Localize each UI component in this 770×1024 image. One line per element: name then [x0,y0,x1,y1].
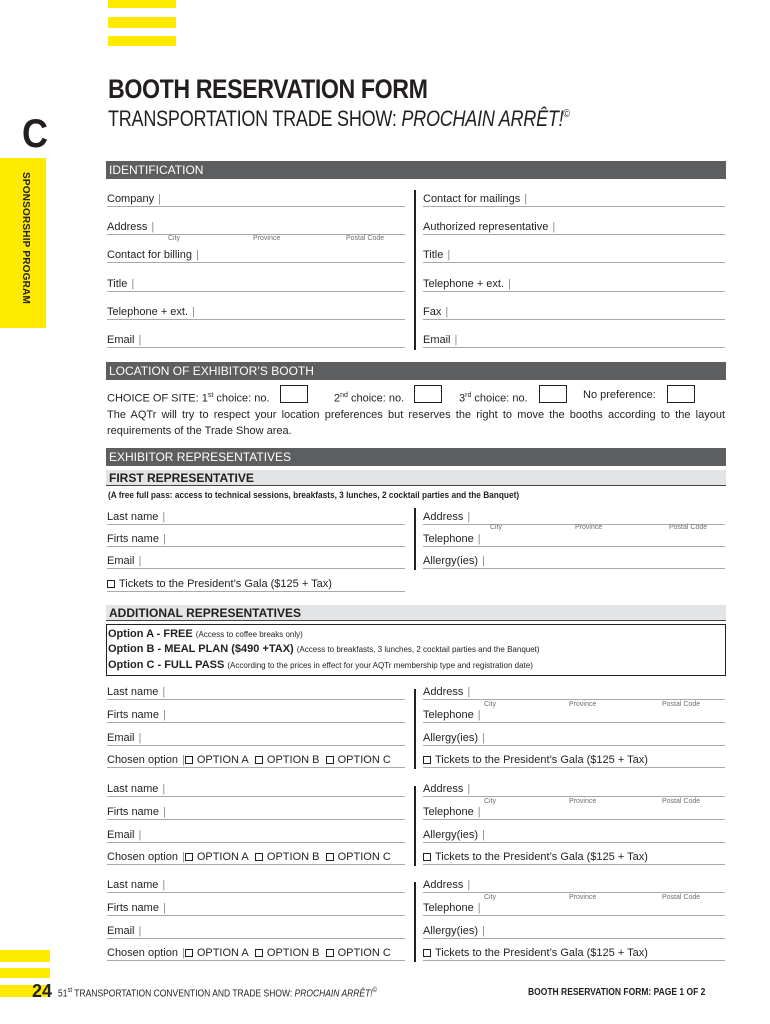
ident-right-field-5[interactable] [423,334,725,348]
additional-rep-1-gala-checkbox[interactable]: Tickets to the President’s Gala ($125 + Tax) [423,754,725,768]
ident-left-field-3-label: Title [107,278,128,290]
field-separator: | [138,334,142,346]
additional-rep-1-right-field-0-label: Address [423,686,464,698]
field-separator: | [162,902,166,914]
choice-1-label: CHOICE OF SITE: 1st choice: no. [107,392,270,405]
field-separator: | [477,902,481,914]
option-b-checkbox[interactable]: OPTION B [255,754,320,766]
additional-rep-3-left-field-1[interactable] [107,902,405,916]
additional-rep-1-left-field-2-label: Email [107,732,135,744]
ident-right-field-4[interactable] [423,306,725,320]
ident-left-field-4-label: Telephone + ext. [107,306,189,318]
ident-right-field-4-label: Fax [423,306,442,318]
location-header: LOCATION OF EXHIBITOR’S BOOTH [106,362,726,380]
ident-right-field-2[interactable] [423,249,725,263]
additional-rep-3-left-field-1-label: Firts name [107,902,159,914]
additional-rep-divider [414,689,416,769]
field-separator: | [524,193,528,205]
additional-rep-2-right-field-1[interactable] [423,806,725,820]
field-separator: | [445,306,449,318]
ident-left-field-4[interactable] [107,306,405,320]
field-separator: | [151,221,155,233]
additional-rep-2-right-field-2[interactable] [423,829,725,843]
ident-left-field-5[interactable] [107,334,405,348]
choice-3-input[interactable] [539,385,567,403]
ident-left-field-1-label: Address [107,221,148,233]
additional-rep-2-right-field-0[interactable] [423,783,725,797]
additional-rep-3-right-field-0-label: Address [423,879,464,891]
field-separator: | [482,925,485,937]
ident-left-field-0-label: Company [107,193,155,205]
field-separator: | [162,806,166,818]
additional-rep-1-left-field-2[interactable] [107,732,405,746]
ident-right-field-2-label: Title [423,249,444,261]
additional-rep-1-right-field-1[interactable] [423,709,725,723]
additional-rep-1-left-field-1[interactable] [107,709,405,723]
address-city-label: City [168,235,181,242]
section-letter: C [22,112,49,156]
ident-right-field-5-label: Email [423,334,451,346]
location-note: The AQTr will try to respect your location preferences but reserves the right to move the booths according to the layout requirements of the Trade Show area. [107,409,725,437]
first-rep-left-field-0-label: Last name [107,511,159,523]
top-accent-bar-3 [108,36,176,46]
additional-rep-postal-label: Postal Code [662,798,701,805]
additional-rep-2-left-field-2[interactable] [107,829,405,843]
field-separator: | [467,783,471,795]
additional-rep-postal-label: Postal Code [662,894,701,901]
additional-rep-province-label: Province [569,798,597,805]
ident-left-field-0[interactable] [107,193,405,207]
field-separator: | [447,249,451,261]
first-rep-right-field-0-label: Address [423,511,464,523]
option-c-line: Option C - FULL PASS (According to the prices in effect for your AQTr membership type and registration date) [108,659,533,671]
additional-rep-3-left-field-2[interactable] [107,925,405,939]
page-title: BOOTH RESERVATION FORM [108,74,428,104]
checkbox-icon [255,853,263,861]
first-rep-left-field-2[interactable] [107,555,405,569]
option-a-checkbox[interactable]: OPTION A [185,947,249,959]
checkbox-icon [255,949,263,957]
ident-right-field-1[interactable] [423,221,725,235]
address-province-label: Province [253,235,281,242]
checkbox-icon [326,853,334,861]
bottom-accent-bar-1 [0,950,50,962]
checkbox-icon [185,853,193,861]
additional-rep-3-right-field-2-label: Allergy(ies) [423,925,479,937]
field-separator: | [482,555,485,567]
option-a-checkbox[interactable]: OPTION A [185,851,249,863]
additional-rep-1-right-field-0[interactable] [423,686,725,700]
additional-rep-3-gala-checkbox[interactable]: Tickets to the President’s Gala ($125 + Tax) [423,947,725,961]
field-separator: | [162,533,166,545]
choice-2-input[interactable] [414,385,442,403]
no-preference-label: No preference: [583,389,656,401]
field-separator: | [454,334,458,346]
additional-rep-2-right-field-1-label: Telephone [423,806,474,818]
identification-header: IDENTIFICATION [106,161,726,179]
field-separator: | [162,783,166,795]
field-separator: | [181,947,185,959]
checkbox-icon [185,756,193,764]
field-separator: | [162,511,166,523]
field-separator: | [467,686,471,698]
choice-1-input[interactable] [280,385,308,403]
first-rep-postal-label: Postal Code [669,524,708,531]
field-separator: | [138,555,142,567]
additional-rep-2-left-field-2-label: Email [107,829,135,841]
additional-rep-2-left-field-1[interactable] [107,806,405,820]
first-rep-left-field-1[interactable] [107,533,405,547]
top-accent-bar-1 [108,0,176,8]
chosen-option-label: Chosen option [107,947,178,959]
choice-3-label: 3rd choice: no. [459,392,528,405]
field-separator: | [158,193,161,205]
ident-left-field-2-label: Contact for billing [107,249,192,261]
additional-rep-1-chosen-option [107,754,405,768]
additional-rep-2-left-field-1-label: Firts name [107,806,159,818]
chosen-option-label: Chosen option [107,754,178,766]
checkbox-icon [185,949,193,957]
checkbox-icon [326,949,334,957]
additional-rep-city-label: City [484,894,497,901]
bottom-accent-bar-2 [0,968,50,978]
ident-right-field-0[interactable] [423,193,725,207]
checkbox-icon [423,756,431,764]
additional-rep-3-chosen-option [107,947,405,961]
field-separator: | [181,754,185,766]
ident-left-field-2[interactable] [107,249,405,263]
additional-rep-2-gala-checkbox[interactable]: Tickets to the President’s Gala ($125 + Tax) [423,851,725,865]
first-rep-right-field-2-label: Allergy(ies) [423,555,479,567]
ident-right-field-1-label: Authorized representative [423,221,549,233]
checkbox-icon [326,756,334,764]
additional-rep-1-left-field-0-label: Last name [107,686,159,698]
ident-left-field-1[interactable] [107,221,405,235]
field-separator: | [162,686,166,698]
additional-rep-2-left-field-0-label: Last name [107,783,159,795]
field-separator: | [138,732,142,744]
checkbox-icon [423,949,431,957]
option-c-checkbox[interactable]: OPTION C [326,947,391,959]
field-separator: | [138,829,142,841]
additional-rep-1-right-field-2-label: Allergy(ies) [423,732,479,744]
additional-rep-1-right-field-2[interactable] [423,732,725,746]
checkbox-icon [423,853,431,861]
top-accent-bar-2 [108,17,176,28]
additional-rep-3-right-field-0[interactable] [423,879,725,893]
additional-rep-3-left-field-2-label: Email [107,925,135,937]
additional-rep-province-label: Province [569,894,597,901]
field-separator: | [477,533,481,545]
field-separator: | [552,221,556,233]
additional-rep-3-right-field-1-label: Telephone [423,902,474,914]
field-separator: | [162,709,166,721]
checkbox-icon [107,580,115,588]
ident-right-field-3[interactable] [423,278,725,292]
first-rep-divider [414,508,416,570]
field-separator: | [482,732,485,744]
exhibitor-header: EXHIBITOR REPRESENTATIVES [106,448,726,466]
address-postal-label: Postal Code [346,235,385,242]
first-rep-left-field-0[interactable] [107,511,405,525]
first-rep-right-field-2[interactable] [423,555,725,569]
option-a-checkbox[interactable]: OPTION A [185,754,249,766]
column-divider [414,190,416,350]
additional-rep-2-chosen-option [107,851,405,865]
option-c-checkbox[interactable]: OPTION C [326,754,391,766]
sidebar-label: SPONSORSHIP PROGRAM [20,172,31,304]
first-rep-city-label: City [490,524,503,531]
first-rep-left-field-2-label: Email [107,555,135,567]
field-separator: | [162,879,166,891]
checkbox-icon [255,756,263,764]
chosen-option-label: Chosen option [107,851,178,863]
field-separator: | [477,709,481,721]
option-b-checkbox[interactable]: OPTION B [255,851,320,863]
additional-rep-postal-label: Postal Code [662,701,701,708]
additional-rep-3-left-field-0-label: Last name [107,879,159,891]
option-c-checkbox[interactable]: OPTION C [326,851,391,863]
first-rep-right-field-1[interactable] [423,533,725,547]
field-separator: | [477,806,481,818]
additional-header: ADDITIONAL REPRESENTATIVES [106,605,726,621]
first-representative-note: (A free full pass: access to technical sessions, breakfasts, 3 lunches, 2 cocktail parties and the Banquet) [108,490,520,500]
first-rep-right-field-1-label: Telephone [423,533,474,545]
ident-left-field-5-label: Email [107,334,135,346]
additional-rep-2-left-field-0[interactable] [107,783,405,797]
first-rep-gala-checkbox[interactable]: Tickets to the President’s Gala ($125 + Tax) [107,578,405,592]
additional-rep-3-right-field-2[interactable] [423,925,725,939]
additional-rep-1-left-field-0[interactable] [107,686,405,700]
ident-left-field-3[interactable] [107,278,405,292]
field-separator: | [467,879,471,891]
no-preference-input[interactable] [667,385,695,403]
additional-rep-city-label: City [484,798,497,805]
additional-rep-1-left-field-1-label: Firts name [107,709,159,721]
additional-rep-2-right-field-2-label: Allergy(ies) [423,829,479,841]
page-subtitle: TRANSPORTATION TRADE SHOW: PROCHAIN ARRÊT!© [108,106,570,131]
additional-rep-1-right-field-1-label: Telephone [423,709,474,721]
field-separator: | [138,925,142,937]
page-number: 24 [32,981,53,1001]
field-separator: | [467,511,471,523]
choice-2-label: 2nd choice: no. [334,392,405,405]
first-rep-right-field-0[interactable] [423,511,725,525]
field-separator: | [482,829,485,841]
footer-event-name: 51st TRANSPORTATION CONVENTION AND TRADE SHOW: PROCHAIN ARRÊT!© [58,987,378,1000]
field-separator: | [192,306,195,318]
option-a-line: Option A - FREE (Access to coffee breaks only) [108,628,303,640]
additional-rep-3-right-field-1[interactable] [423,902,725,916]
additional-rep-province-label: Province [569,701,597,708]
additional-rep-divider [414,882,416,962]
field-separator: | [196,249,199,261]
field-separator: | [131,278,135,290]
ident-right-field-0-label: Contact for mailings [423,193,521,205]
ident-right-field-3-label: Telephone + ext. [423,278,505,290]
additional-rep-divider [414,786,416,866]
field-separator: | [508,278,511,290]
first-representative-title: FIRST REPRESENTATIVE [106,470,726,486]
option-b-checkbox[interactable]: OPTION B [255,947,320,959]
additional-rep-3-left-field-0[interactable] [107,879,405,893]
footer-page-info: BOOTH RESERVATION FORM: PAGE 1 OF 2 [528,987,706,998]
first-rep-left-field-1-label: Firts name [107,533,159,545]
additional-rep-city-label: City [484,701,497,708]
field-separator: | [181,851,185,863]
first-rep-province-label: Province [575,524,603,531]
option-b-line: Option B - MEAL PLAN ($490 +TAX) (Access to breakfasts, 3 lunches, 2 cocktail parties and the Banquet) [108,643,540,655]
additional-rep-2-right-field-0-label: Address [423,783,464,795]
